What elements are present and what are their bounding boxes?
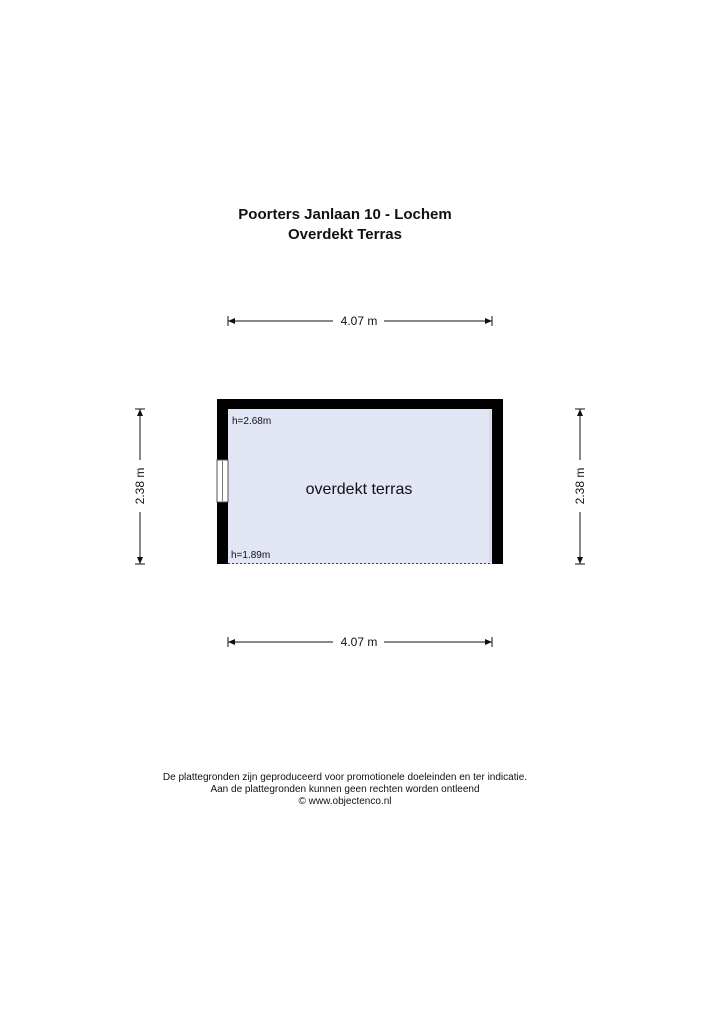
- top-dimension: [228, 314, 492, 328]
- bottom-dimension: [228, 635, 492, 649]
- window: [217, 460, 228, 502]
- room-height-high: h=2.68m: [232, 416, 272, 427]
- plan-floor-title: Overdekt Terras: [288, 226, 402, 243]
- right-dimension: [573, 409, 587, 564]
- plan-address-title: Poorters Janlaan 10 - Lochem: [238, 206, 452, 223]
- room-label: overdekt terras: [305, 481, 413, 498]
- bottom-dimension-label: 4.07 m: [340, 635, 378, 649]
- disclaimer-line-2: Aan de plattegronden kunnen geen rechten worden ontleend: [210, 784, 480, 795]
- left-dimension: [133, 409, 147, 564]
- copyright-line: © www.objectenco.nl: [298, 796, 392, 807]
- room-height-low: h=1.89m: [231, 550, 271, 561]
- right-dimension-label: 2.38 m: [573, 467, 587, 505]
- room-overdekt-terras: [217, 399, 503, 564]
- disclaimer-line-1: De plattegronden zijn geproduceerd voor promotionele doeleinden en ter indicatie.: [162, 772, 528, 783]
- left-dimension-label: 2.38 m: [133, 467, 147, 505]
- top-dimension-label: 4.07 m: [340, 314, 378, 328]
